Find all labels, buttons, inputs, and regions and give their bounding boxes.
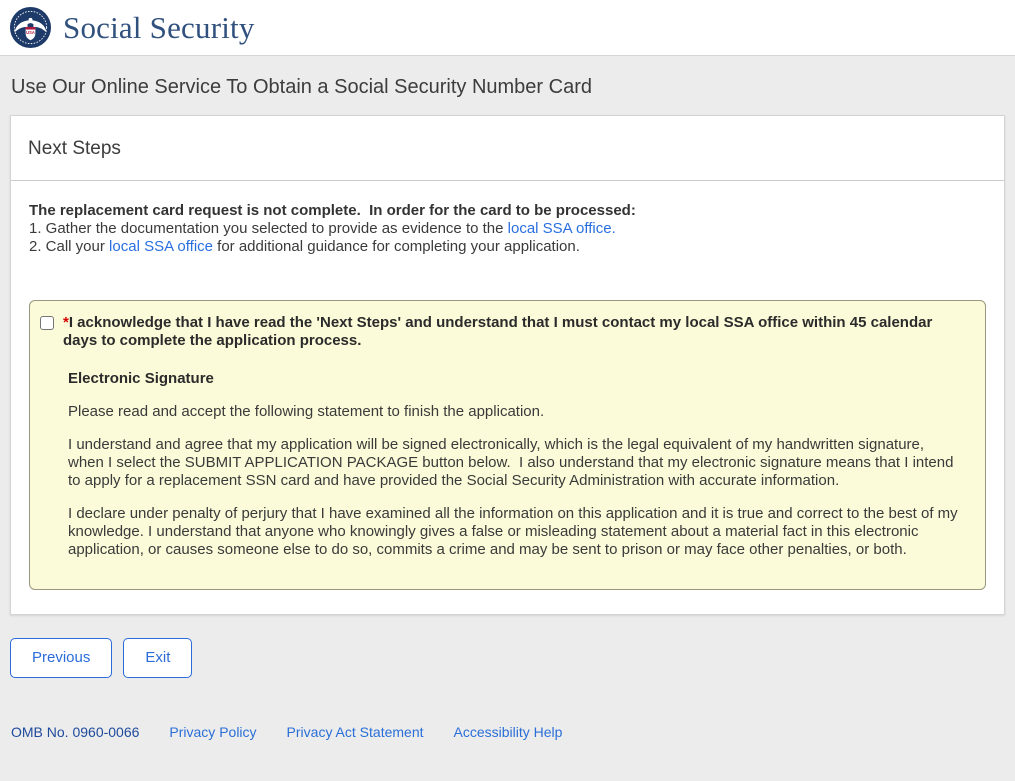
panel-header (11, 116, 1004, 181)
exit-button[interactable]: Exit (123, 638, 192, 678)
panel-heading: Next Steps (28, 138, 121, 159)
local-ssa-office-link-1[interactable]: local SSA office. (507, 220, 616, 237)
required-asterisk: * (63, 314, 69, 331)
acknowledge-checkbox[interactable] (40, 316, 54, 330)
step-2-text: 2. Call your (29, 238, 110, 255)
previous-button[interactable]: Previous (10, 638, 112, 678)
steps-list (29, 220, 986, 256)
local-ssa-office-link-2[interactable]: local SSA office (109, 238, 213, 255)
esig-intro-text: Please read and accept the following statement to finish the application. (68, 403, 545, 420)
acknowledge-label[interactable] (63, 314, 973, 350)
step-1-text: 1. Gather the documentation you selected to provide as evidence to the (29, 220, 508, 237)
acknowledgement-box (29, 300, 986, 590)
accessibility-help-link[interactable]: Accessibility Help (453, 724, 563, 740)
omb-number-link[interactable]: OMB No. 0960-0066 (11, 724, 140, 740)
panel-body (11, 181, 1004, 614)
page-title: Use Our Online Service To Obtain a Social Security Number Card (11, 76, 592, 98)
privacy-policy-link[interactable]: Privacy Policy (169, 724, 257, 740)
privacy-act-statement-link[interactable]: Privacy Act Statement (286, 724, 424, 740)
esig-paragraph-2: I declare under penalty of perjury that I have examined all the information on this application and it is true and correct to the best of my knowledge. I understand that anyone who knowingly gives a false or misleading statement about a material fact in this electronic application, or causes someone else to do so, commits a crime and may be sent to prison or may face other penalties, or both. (68, 505, 962, 558)
step-item-1 (29, 220, 986, 238)
step-2-text-after: for additional guidance for completing your application. (213, 238, 580, 255)
app-footer (11, 724, 1005, 740)
acknowledgement-row (40, 314, 973, 350)
brand-title: Social Security (63, 9, 255, 45)
electronic-signature-heading: Electronic Signature (68, 370, 214, 387)
svg-text:USA: USA (26, 29, 35, 35)
app-header (0, 0, 1015, 56)
next-steps-panel (10, 115, 1005, 615)
esig-paragraph-1: I understand and agree that my application will be signed electronically, which is the legal equivalent of my handwritten signature, when I select the SUBMIT APPLICATION PACKAGE button below. I also understand that my electronic signature means that I intend to apply for a replacement SSN card and have provided the Social Security Administration with accurate information. (68, 436, 958, 489)
electronic-signature-section (68, 370, 973, 559)
step-item-2 (29, 238, 986, 256)
ssa-seal-icon (9, 6, 52, 49)
incomplete-notice: The replacement card request is not complete. In order for the card to be processed: (29, 202, 636, 219)
acknowledge-label-text: I acknowledge that I have read the 'Next Steps' and understand that I must contact my local SSA office within 45 calendar days to complete the application process. (63, 314, 933, 349)
action-buttons (10, 638, 1005, 678)
